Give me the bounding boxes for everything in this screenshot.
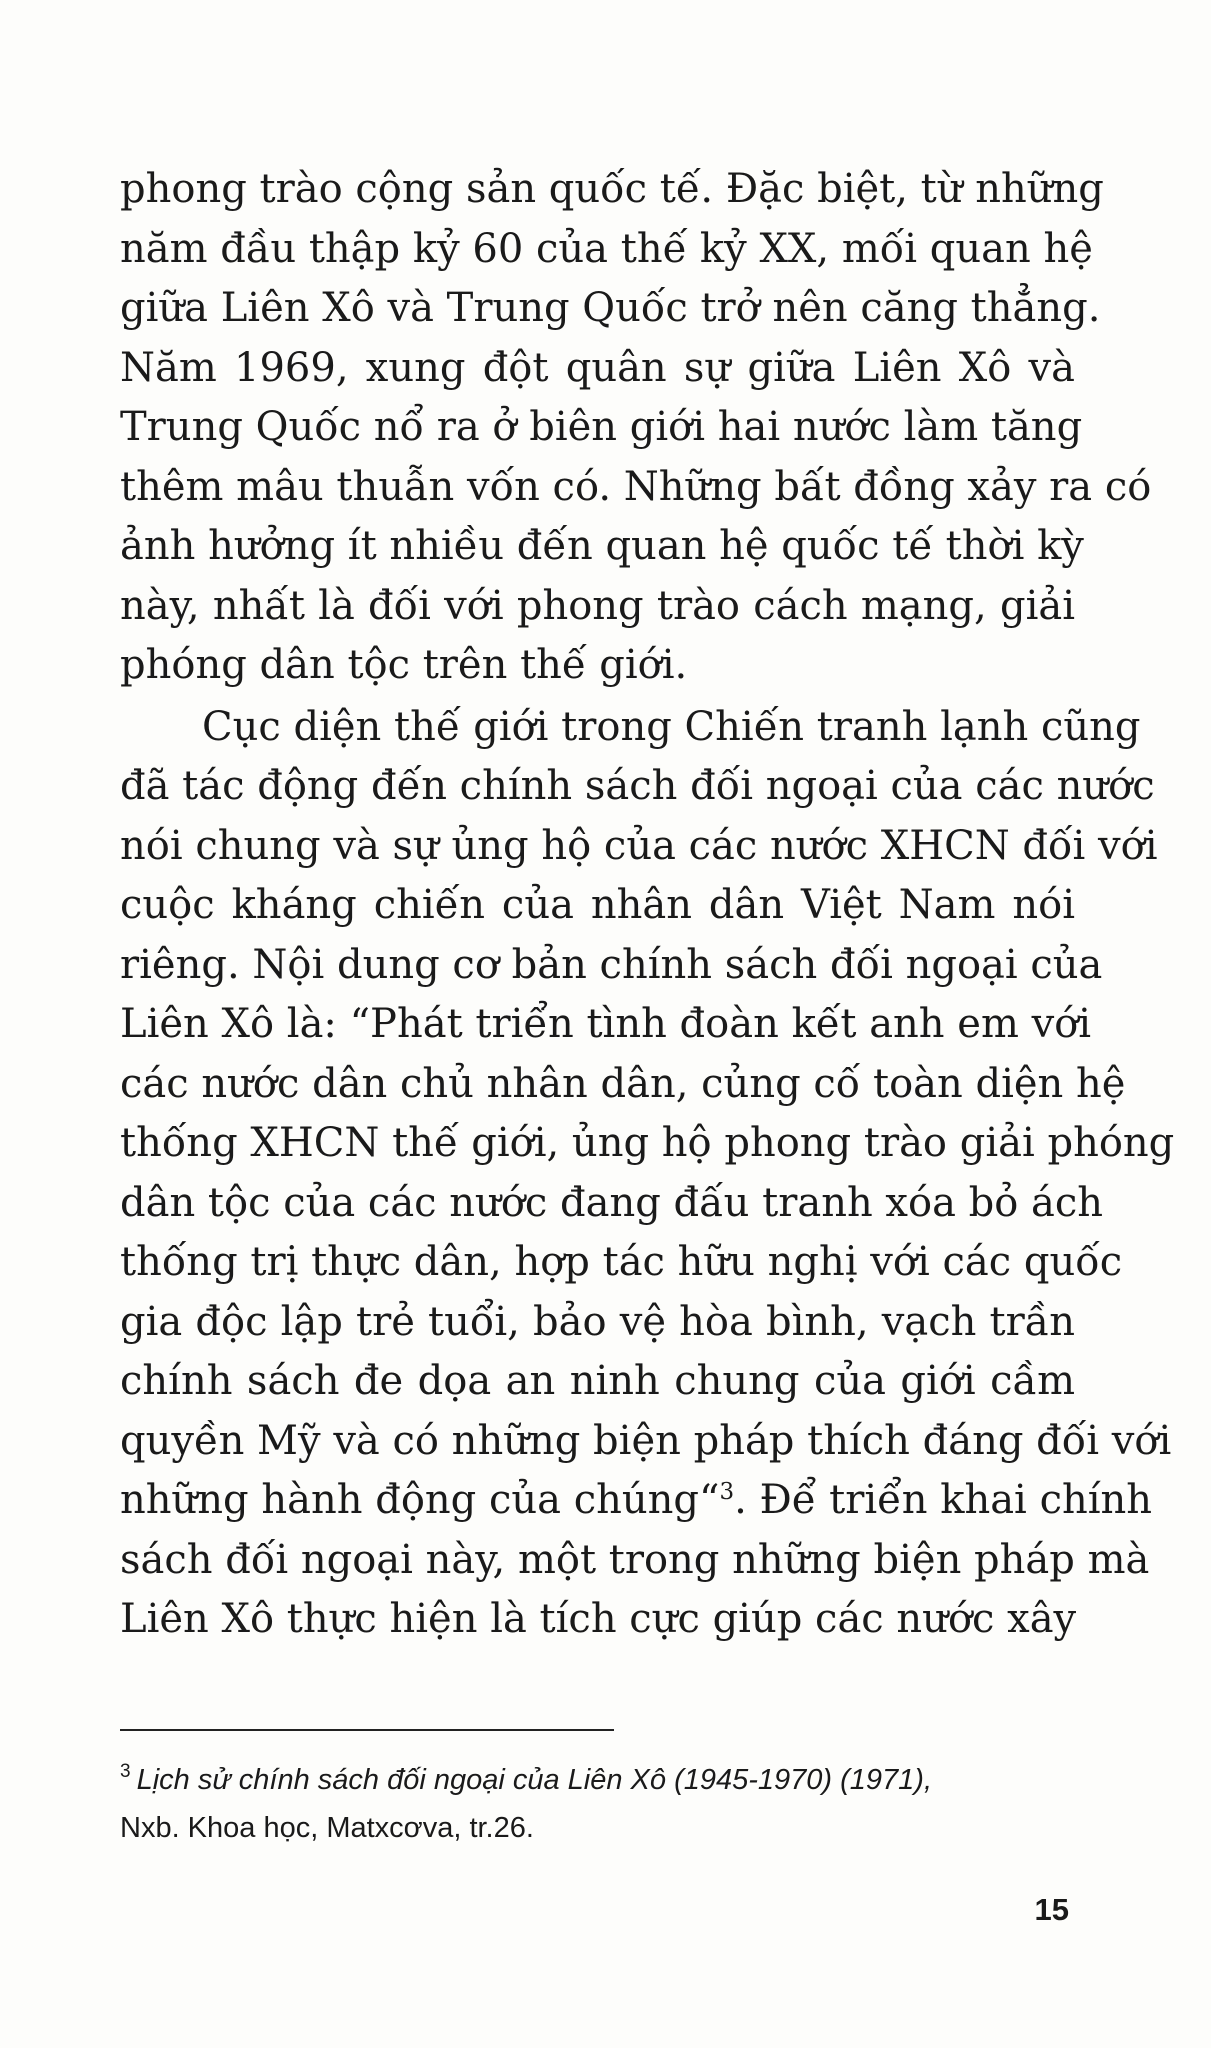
p2-line: thống XHCN thế giới, ủng hộ phong trào giải phóng (120, 1120, 1175, 1166)
p2-line: Liên Xô là: “Phát triển tình đoàn kết anh em với (120, 1001, 1092, 1047)
footnote-title: Lịch sử chính sách đối ngoại của Liên Xô (1945-1970) (1971), (136, 1764, 933, 1796)
paragraph-2-line-with-footnote-ref: những hành động của chúng“$^3$. Để triển khai chính (120, 1477, 1153, 1523)
p2-line: đã tác động đến chính sách đối ngoại của các nước (120, 763, 1155, 809)
p2-line: gia độc lập trẻ tuổi, bảo vệ hòa bình, vạch trần (120, 1298, 1075, 1345)
p2-line: dân tộc của các nước đang đấu tranh xóa bỏ ách (120, 1179, 1104, 1226)
p2tail-line: sách đối ngoại này, một trong những biện pháp mà (120, 1536, 1150, 1583)
p2-line: quyền Mỹ và có những biện pháp thích đáng đối với (120, 1417, 1172, 1464)
p1-line: thêm mâu thuẫn vốn có. Những bất đồng xảy ra có (120, 463, 1152, 510)
p1-line: phong trào cộng sản quốc tế. Đặc biệt, từ những (120, 166, 1104, 212)
p1-line: này, nhất là đối với phong trào cách mạng, giải (120, 582, 1075, 629)
p2-line: các nước dân chủ nhân dân, củng cố toàn diện hệ (120, 1060, 1126, 1107)
p2-line: cuộc kháng chiến của nhân dân Việt Nam nói (120, 882, 1075, 928)
p2-line: Cục diện thế giới trong Chiến tranh lạnh cũng (202, 703, 1141, 750)
paragraph-2-tail (120, 1531, 1150, 1650)
p2-line: riêng. Nội dung cơ bản chính sách đối ngoại của (120, 941, 1103, 988)
p2tail-line: Liên Xô thực hiện là tích cực giúp các nước xây (120, 1596, 1077, 1642)
page-number: 15 (1034, 1892, 1069, 1927)
footnote-number: 3 (120, 1761, 131, 1782)
footnote-publisher: Nxb. Khoa học, Matxcơva, tr.26. (120, 1812, 534, 1844)
p2-line: nói chung và sự ủng hộ của các nước XHCN đối với (120, 822, 1158, 869)
p1-line: giữa Liên Xô và Trung Quốc trở nên căng thẳng. (120, 285, 1101, 331)
p1-line: Trung Quốc nổ ra ở biên giới hai nước làm tăng (120, 404, 1083, 450)
paragraph-1 (120, 160, 1152, 696)
body-text (120, 160, 1175, 1650)
p2-line: thống trị thực dân, hợp tác hữu nghị với các quốc (120, 1239, 1123, 1285)
p1-line: phóng dân tộc trên thế giới. (120, 642, 688, 688)
footnote-divider (120, 1729, 614, 1731)
p1-line: ảnh hưởng ít nhiều đến quan hệ quốc tế thời kỳ (120, 523, 1084, 569)
p1-line: năm đầu thập kỷ 60 của thế kỷ XX, mối quan hệ (120, 225, 1093, 272)
p1-line: Năm 1969, xung đột quân sự giữa Liên Xô và (120, 344, 1075, 391)
p2-line: chính sách đe dọa an ninh chung của giới cầm (120, 1358, 1075, 1404)
paragraph-2 (120, 698, 1175, 1472)
footnote-reference: 3 (719, 1479, 735, 1505)
footnote (120, 1748, 1080, 1852)
